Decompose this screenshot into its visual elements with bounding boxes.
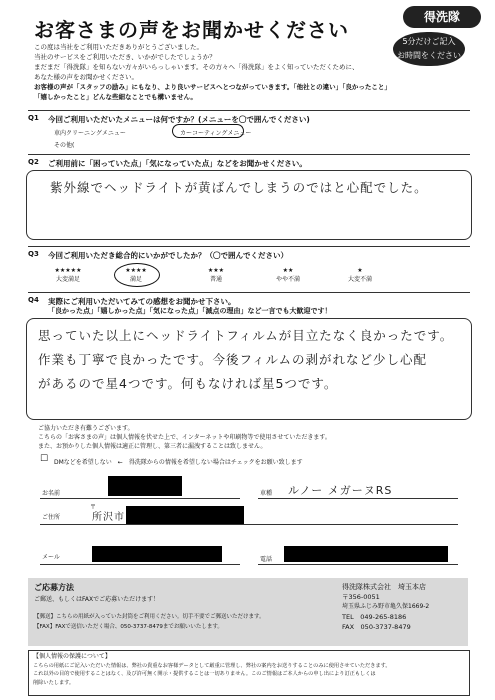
badge-line-2: お時間をください <box>397 51 461 60</box>
notice-text <box>38 424 331 451</box>
rating-option-1[interactable] <box>332 266 388 284</box>
q1-divider <box>28 110 470 111</box>
rating-4-stars: ★★★★ <box>125 267 147 274</box>
phone-redacted <box>284 546 448 562</box>
q4-answer-line-3: があるので星4つです。何もなければ星5つです。 <box>38 376 338 391</box>
car-label: 車種 <box>260 490 273 497</box>
q4-number: Q4 <box>28 296 39 304</box>
privacy-line-2: これ以外の目的で使用することはなく、及び許可無く開示・提供することは一切ありません。このご情報はご本人からの申し出により訂正もしくは <box>33 671 376 677</box>
privacy-notice <box>28 650 470 696</box>
car-underline <box>258 498 458 499</box>
company-address: 埼玉県ふじみ野市亀久保1669-2 <box>342 603 430 610</box>
rating-option-4[interactable] <box>108 266 164 284</box>
q4-question: 実際にご利用いただいてみての感想をお聞かせ下さい。 <box>48 297 236 306</box>
q4-divider <box>28 292 470 293</box>
notice-line-2: こちらの「お客さまの声」は個人情報を伏せた上で、インターネットや印刷物等で使用させていただきます。 <box>38 434 331 441</box>
rating-4-label: 満足 <box>129 276 142 283</box>
q3-number: Q3 <box>28 250 39 258</box>
dm-checkbox[interactable]: ☐ <box>40 454 49 464</box>
mail-redacted <box>92 546 222 562</box>
rating-option-2[interactable] <box>260 266 316 284</box>
privacy-line-1: こちらの用紙にご記入いただいた情報は、弊社の貴重なお客様データとして厳重に管理し、弊社の案内をお送りすることのみに使用させていただきます。 <box>33 662 391 669</box>
badge-line-1: 5分だけご記入 <box>402 37 456 46</box>
intro-line-4: あなた様の声をお聞かせください。 <box>34 73 138 81</box>
rating-2-label: やや不満 <box>275 276 300 283</box>
apply-title: ご応募方法 <box>34 583 74 592</box>
apply-line-3: 【FAX】FAXで送信いただく場合、050-3737-8479までお願いいたします。 <box>34 624 223 630</box>
notice-line-3: また、お預かりした個人情報は適正に管理し、第三者に漏洩することは致しません。 <box>38 443 267 450</box>
rating-5-label: 大変満足 <box>55 276 80 283</box>
q1-number: Q1 <box>28 114 39 122</box>
q3-question: 今回ご利用いただき総合的にいかがでしたか？（〇で囲んでください） <box>48 251 288 260</box>
q2-number: Q2 <box>28 158 39 166</box>
application-section <box>28 578 468 646</box>
q2-divider <box>28 154 470 155</box>
intro-line-5: お客様の声が「スタッフの励み」にもなり、より良いサービスへとつながっていきます。「他社との違い」「良かったこと」 <box>34 83 391 91</box>
rating-1-stars: ★ <box>357 267 363 274</box>
name-label: お名前 <box>42 490 61 497</box>
privacy-title: 【個人情報の保護について】 <box>33 653 111 660</box>
apply-line-1: ご郵送、もしくはFAXでご応募いただけます！ <box>34 596 160 603</box>
company-postal: 〒356-0051 <box>342 593 380 601</box>
page-title: お客さまの声をお聞かせください <box>34 18 349 42</box>
rating-1-label: 大変不満 <box>347 276 372 283</box>
address-underline <box>40 524 458 525</box>
mail-underline <box>40 564 240 565</box>
q2-question: ご利用前に「困っていた点」「気になっていた点」などをお聞かせください。 <box>48 159 307 168</box>
q4-answer-line-1: 思っていた以上にヘッドライトフィルムが目立たなく良かったです。 <box>38 328 454 343</box>
company-fax: FAX 050-3737-8479 <box>342 623 411 631</box>
q1-option-other[interactable]: その他( <box>54 142 75 149</box>
rating-3-label: 普通 <box>209 276 222 283</box>
intro-line-1: この度は当社をご利用いただきありがとうございました。 <box>34 43 203 51</box>
q4-answer-line-2: 作業も丁寧で良かったです。今後フィルムの剥がれなど少し心配 <box>38 352 428 367</box>
brand-logo: 得洗隊 <box>403 6 481 28</box>
intro-line-6: 「嬉しかったこと」どんな些細なことでも構いません。 <box>34 93 197 101</box>
q1-question: 今回ご利用いただいたメニューは何ですか？(メニューを〇で囲んでください) <box>48 115 310 124</box>
notice-line-1: ご協力いただき有難うございます。 <box>38 425 134 432</box>
car-value[interactable]: ルノー メガーヌRS <box>288 484 393 497</box>
address-redacted <box>126 506 244 524</box>
q4-question-detail: 「良かった点」「嬉しかった点」「気になった点」「減点の理由」など一言でも大歓迎です！ <box>48 307 332 315</box>
name-underline <box>40 498 240 499</box>
dm-text: DMなどを希望しない ← 得洗隊からの情報を希望しない場合はチェックをお願い致します <box>54 459 303 466</box>
intro-line-2: 当社のサービスをご利用いただき、いかがでしたでしょうか？ <box>34 53 216 61</box>
rating-5-stars: ★★★★★ <box>54 267 82 274</box>
mail-label: メール <box>42 554 60 561</box>
rating-3-stars: ★★★ <box>207 267 225 274</box>
personal-info-form <box>28 474 470 572</box>
apply-line-2: 【郵送】こちらの用紙が入っていた封筒をご利用ください。切手不要でご郵送いただけます。 <box>34 614 265 620</box>
privacy-line-3: 削除いたします。 <box>33 679 75 686</box>
address-value[interactable]: 所沢市 <box>92 512 125 523</box>
q1-option-interior[interactable]: 車内クリーニングメニュー <box>54 130 126 137</box>
rating-2-stars: ★★ <box>282 267 294 274</box>
postal-mark: 〒 <box>90 504 97 511</box>
q3-divider <box>28 246 470 247</box>
company-name: 得洗隊株式会社 埼玉本店 <box>342 583 426 591</box>
company-info <box>342 582 464 632</box>
address-label: ご住所 <box>42 514 61 521</box>
q1-selected-circle <box>172 124 244 138</box>
phone-underline <box>258 564 458 565</box>
phone-label: 電話 <box>260 556 273 563</box>
company-tel: TEL 049-265-8186 <box>342 613 407 621</box>
rating-option-5[interactable] <box>40 266 96 284</box>
rating-option-3[interactable] <box>188 266 244 284</box>
intro-line-3: まだまだ「得洗隊」を知らない方々がいらっしゃいます。その方々へ「得洗隊」をよく知っていただくために、 <box>34 63 359 71</box>
name-redacted <box>108 476 182 496</box>
q2-answer: 紫外線でヘッドライトが黄ばんでしまうのではと心配でした。 <box>50 180 428 195</box>
intro-text <box>34 42 414 102</box>
q1-option-coating[interactable]: カーコーティングメニュー <box>180 130 252 137</box>
